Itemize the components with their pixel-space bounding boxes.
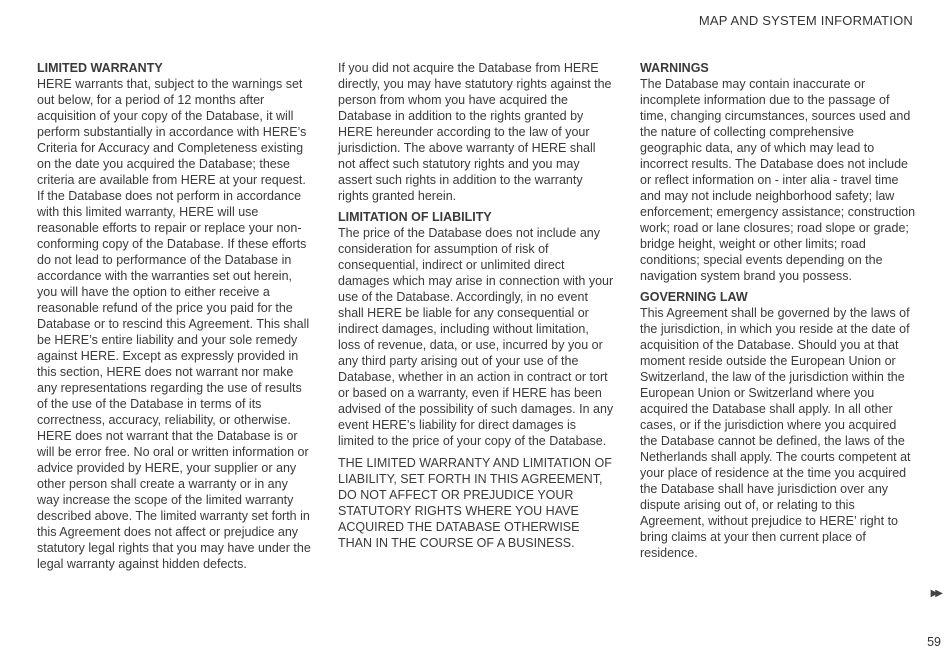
statutory-rights-text: If you did not acquire the Database from HERE directly, you may have statutory rights against the person from whom you have acquired the Database in addition to the rights granted by HERE hereunder according to the law of your jurisdiction. The above warranty of HERE shall not affect such statutory rights and you may assert such rights in addition to the warranty rights granted herein. <box>338 61 612 203</box>
page-number: 59 <box>927 635 941 649</box>
limitation-of-liability-text: The price of the Database does not include any consideration for assumption of risk of consequential, indirect or unlimited direct damages which may arise in connection with your use of the Database. Accordingly, in no event shall HERE be liable for any consequential or indirect damages, including without limitation, loss of revenue, data, or use, incurred by you or any third party arising out of your use of the Database, whether in an action in contract or tort or based on a warranty, even if HERE has been advised of the possibility of such damages. In any event HERE’s liability for direct damages is limited to the price of your copy of the Database. <box>338 226 614 448</box>
warnings-heading: WARNINGS <box>640 61 709 75</box>
double-arrow-right-icon: ▶▶ <box>930 588 940 599</box>
limited-warranty-heading: LIMITED WARRANTY <box>37 61 163 75</box>
column-limited-warranty <box>37 60 313 572</box>
governing-law-heading: GOVERNING LAW <box>640 290 748 304</box>
page-header-title: MAP AND SYSTEM INFORMATION <box>698 13 913 28</box>
statutory-rights-notice: THE LIMITED WARRANTY AND LIMITATION OF LIABILITY, SET FORTH IN THIS AGREEMENT, DO NOT AFFECT OR PREJUDICE YOUR STATUTORY RIGHTS WHERE YOU HAVE ACQUIRED THE DATABASE OTHERWISE THAN IN THE COURSE OF A BUSINESS. <box>338 456 612 550</box>
limitation-of-liability-heading: LIMITATION OF LIABILITY <box>338 210 492 224</box>
warnings-text: The Database may contain inaccurate or incomplete information due to the passage of time, changing circumstances, sources used and the nature of collecting comprehensive geographic data, any of which may lead to incorrect results. The Database does not include or reflect information on - inter alia - travel time and may not include neighborhood safety; law enforcement; emergency assistance; construction work; road or lane closures; road slope or grade; bridge height, weight or other limits; road conditions; special events depending on the navigation system brand you possess. <box>640 77 916 283</box>
limited-warranty-text: HERE warrants that, subject to the warnings set out below, for a period of 12 months after acquisition of your copy of the Database, it will perform substantially in accordance with HERE’s Criteria for Accuracy and Completeness existing on the date you acquired the Database; these criteria are available from HERE at your request. If the Database does not perform in accordance with this limited warranty, HERE will use reasonable efforts to repair or replace your non-conforming copy of the Database. If these efforts do not lead to performance of the Database in accordance with the warranties set out herein, you will have the option to either receive a reasonable refund of the price you paid for the Database or to rescind this Agreement. This shall be HERE’s entire liability and your sole remedy against HERE. Except as expressly provided in this section, HERE does not warrant nor make any representations regarding the use of results of the use of the Database in terms of its correctness, accuracy, reliability, or otherwise. HERE does not warrant that the Database is or will be error free. No oral or written information or advice provided by HERE, your supplier or any other person shall create a warranty or in any way increase the scope of the limited warranty described above. The limited warranty set forth in this Agreement does not affect or prejudice any statutory legal rights that you may have under the legal warranty against hidden defects. <box>37 77 311 571</box>
column-liability <box>338 60 614 551</box>
governing-law-text: This Agreement shall be governed by the laws of the jurisdiction, in which you reside at the date of acquisition of the Database. Should you at that moment reside outside the European Union or Switzerland, the law of the jurisdiction within the European Union or Switzerland where you acquired the Database shall apply. In all other cases, or if the jurisdiction where you acquired the Database cannot be defined, the laws of the Netherlands shall apply. The courts competent at your place of residence at the time you acquired the Database shall have jurisdiction over any dispute arising out of, or relating to this Agreement, without prejudice to HERE’ right to bring claims at your then current place of residence. <box>640 306 911 560</box>
column-warnings-law <box>640 60 916 561</box>
